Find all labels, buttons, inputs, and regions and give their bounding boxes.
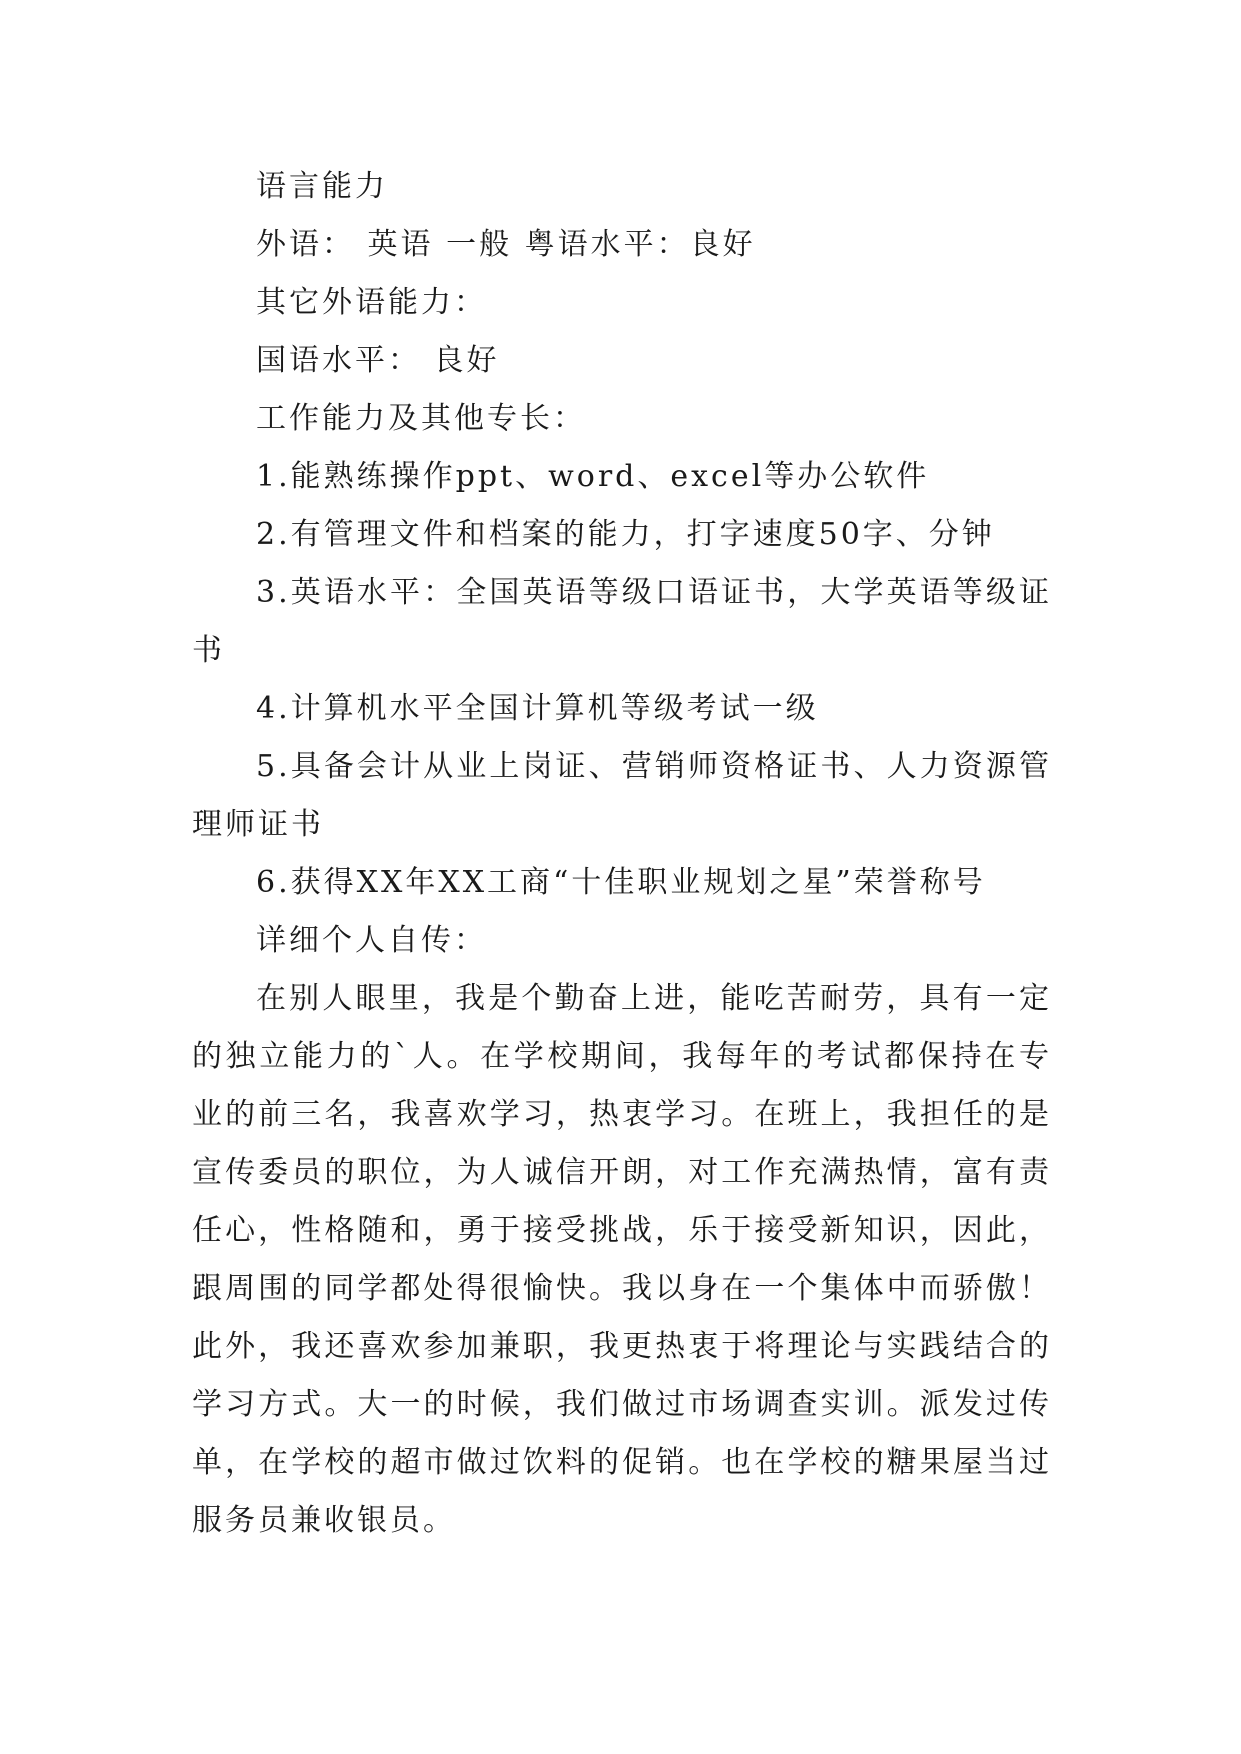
paragraph-language-ability-heading: 语言能力 (256, 169, 388, 204)
paragraph-skill-6: 6.获得XX年XX工商“十佳职业规划之星”荣誉称号 (256, 865, 986, 900)
paragraph-skill-4: 4.计算机水平全国计算机等级考试一级 (256, 691, 819, 726)
paragraph-skill-3: 3.英语水平：全国英语等级口语证书，大学英语等级证书 (192, 575, 1052, 668)
paragraph-foreign-language: 外语： 英语 一般 粤语水平：良好 (256, 227, 756, 262)
paragraph-mandarin-level: 国语水平： 良好 (256, 343, 500, 378)
paragraph-work-skills-heading: 工作能力及其他专长： (256, 401, 586, 436)
paragraph-skill-2: 2.有管理文件和档案的能力，打字速度50字、分钟 (256, 517, 995, 552)
paragraph-skill-5: 5.具备会计从业上岗证、营销师资格证书、人力资源管理师证书 (192, 749, 1052, 842)
paragraph-autobiography-body: 在别人眼里，我是个勤奋上进，能吃苦耐劳，具有一定的独立能力的`人。在学校期间，我每年的考试都保持在专业的前三名，我喜欢学习，热衷学习。在班上，我担任的是宣传委员的职位，为人诚信开朗，对工作充满热情，富有责任心，性格随和，勇于接受挑战，乐于接受新知识，因此，跟周围的同学都处得很愉快。我以身在一个集体中而骄傲！此外，我还喜欢参加兼职，我更热衷于将理论与实践结合的学习方式。大一的时候，我们做过市场调查实训。派发过传单，在学校的超市做过饮料的促销。也在学校的糖果屋当过服务员兼收银员。 (192, 981, 1052, 1538)
paragraph-other-languages: 其它外语能力： (256, 285, 487, 320)
paragraph-skill-1: 1.能熟练操作ppt、word、excel等办公软件 (256, 459, 930, 494)
document-body (192, 158, 1052, 1550)
paragraph-autobiography-heading: 详细个人自传： (256, 923, 487, 958)
